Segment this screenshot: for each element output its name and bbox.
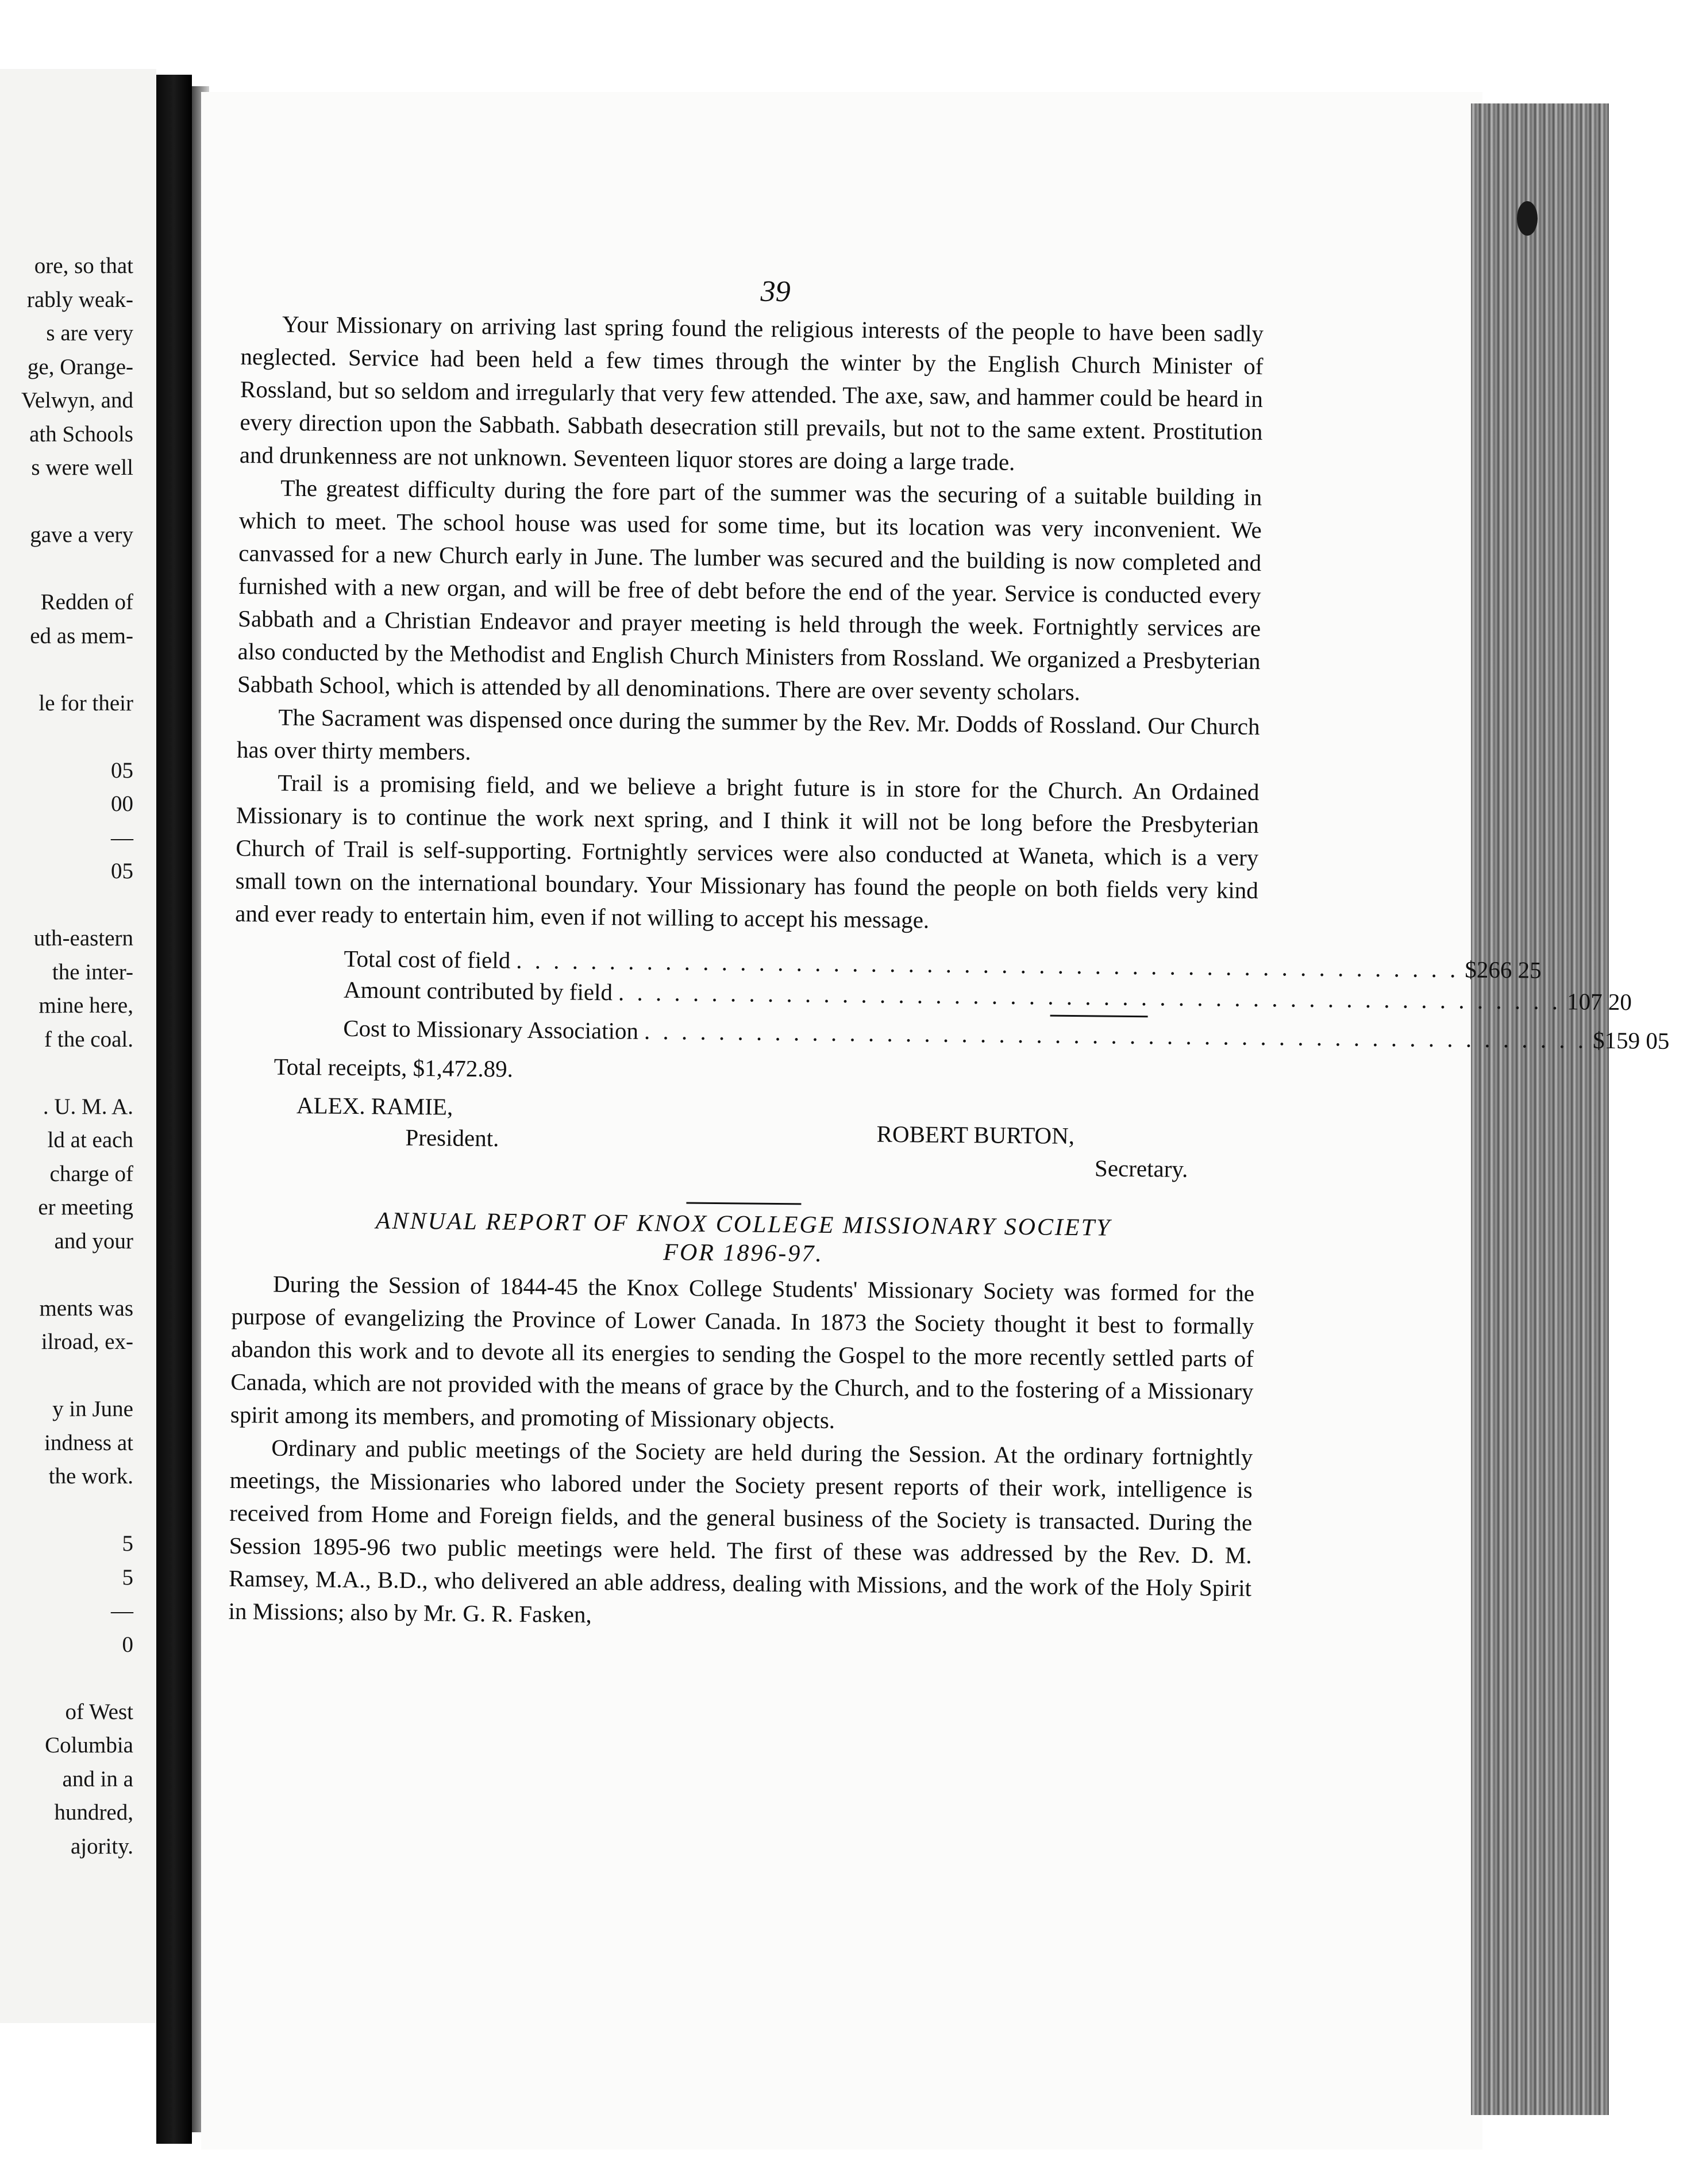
facing-page-line: 00 <box>111 791 133 816</box>
facing-page-line: ajority. <box>70 1833 133 1859</box>
facing-page-line: Velwyn, and <box>21 388 133 413</box>
facing-page-line: uth-eastern <box>33 926 133 951</box>
book-gutter <box>156 75 192 2144</box>
binding-mark <box>1517 201 1538 236</box>
facing-page-line: le for their <box>38 690 133 716</box>
facing-page-line: of West <box>65 1699 133 1724</box>
scan-top-margin <box>0 0 1687 17</box>
leader-dots: . . . . . . . . . . . . . . . . . . . . . . . . . . . . . . . . . . . . . . . . . . . . . . . . . . . <box>644 1017 1588 1053</box>
facing-page-line: ilroad, ex- <box>41 1329 133 1354</box>
accounts-table <box>343 943 1670 1054</box>
scan-right-margin <box>1609 0 1687 2184</box>
account-label: Cost to Missionary Association <box>343 1014 639 1044</box>
facing-page-line: Redden of <box>40 590 133 614</box>
facing-page-fragment <box>0 69 156 2023</box>
facing-page-line: ments was <box>39 1295 133 1321</box>
leader-dots: . . . . . . . . . . . . . . . . . . . . . . . . . . . . . . . . . . . . . . . . . . . . . . . . . . . <box>516 947 1459 983</box>
account-amount: $159 05 <box>1592 1026 1670 1054</box>
facing-page-line: charge of <box>49 1161 133 1186</box>
section-heading <box>232 1205 1255 1272</box>
paragraph: Trail is a promising field, and we believe a bright future is in store for the Church. An Ordained Missionary is to continue the work next spring, and I think it will not be long before the Presbyterian Church of Trail is self-supporting. Fortnightly services were also conducted at Waneta, which is a very small town on the international boundary. Your Missionary has found the people on both fields very kind and ever ready to entertain him, even if not willing to accept his message. <box>235 769 1260 933</box>
account-label: Amount contributed by field <box>343 976 613 1006</box>
paragraph: The greatest difficulty during the fore part of the summer was the securing of a suitable building in which to meet. The school house was used for some time, but its location was very inconvenient. We canvassed for a new Church early in June. The lumber was secured and the building is now completed and furnished with a new organ, and will be free of debt before the end of the year. Service is conducted every Sabbath and a Christian Endeavor and prayer meeting is held through the week. Fortnightly services are also conducted by the Methodist and English Church Ministers from Rossland. We organized a Presbyterian Sabbath School, which is attended by all denominations. There are over seventy scholars. <box>237 474 1262 706</box>
secretary-title: Secretary. <box>1094 1155 1188 1182</box>
paragraph: The Sacrament was dispensed once during the summer by the Rev. Mr. Dodds of Rossland. Our Church has over thirty members. <box>236 703 1260 765</box>
section-heading-line: ANNUAL REPORT OF KNOX COLLEGE MISSIONARY SOCIETY <box>375 1208 1112 1241</box>
facing-page-line: 5 <box>122 1531 133 1556</box>
section-divider <box>686 1202 801 1205</box>
total-receipts: Total receipts, $1,472.89. <box>274 1053 514 1082</box>
paragraph: During the Session of 1844-45 the Knox College Students' Missionary Society was formed for the purpose of evangelizing the Province of Lower Canada. In 1873 the Society thought it best to formally abandon this work and to devote all its energies to sending the Gospel to the more recently settled parts of Canada, which are not provided with the means of grace by the Church, and to the fostering of a Missionary spirit among its members, and promoting of Missionary objects. <box>230 1270 1255 1434</box>
paragraph: Your Missionary on arriving last spring found the religious interests of the people to have been sadly neglected. Service had been held a few times through the winter by the English Church Minister of Rossland, but so seldom and irregularly that very few attended. The axe, saw, and hammer could be heard in every direction upon the Sabbath. Sabbath desecration still prevails, but not to the same extent. Prostitution and drunkenness are not unknown. Seventeen liquor stores are doing a large trade. <box>239 310 1264 475</box>
facing-page-line: 05 <box>111 758 133 783</box>
signatures <box>233 1089 1257 1196</box>
facing-page-line: ld at each <box>47 1128 133 1152</box>
paragraph: Ordinary and public meetings of the Society are held during the Session. At the ordinary fortnightly meetings, the Missionaries who labored under the Society present reports of their work, intelligence is received from Home and Foreign fields, and the general business of the Society is transacted. During the Session 1895-96 two public meetings were held. The first of these was addressed by the Rev. D. M. Ramsey, M.A., B.D., who delivered an able address, dealing with Missions, and the work of the Holy Spirit in Missions; also by Mr. G. R. Fasken, <box>228 1434 1253 1628</box>
page-number: 39 <box>760 275 791 309</box>
facing-page-line: gave a very <box>30 522 133 547</box>
facing-page-line: ore, so that <box>34 253 133 278</box>
sum-rule <box>1050 1015 1148 1018</box>
section-heading-year: FOR 1896-97. <box>663 1239 824 1267</box>
facing-page-line: s are very <box>46 321 133 345</box>
facing-page-line: — <box>111 1598 133 1623</box>
facing-page-line: ed as mem- <box>30 623 133 648</box>
page-block-edge <box>1471 103 1609 2115</box>
account-row-cost <box>343 1012 1670 1054</box>
facing-page-line: 0 <box>122 1632 133 1657</box>
leader-dots: . . . . . . . . . . . . . . . . . . . . . . . . . . . . . . . . . . . . . . . . . . . . . . . . . . . <box>618 979 1562 1015</box>
facing-page-line: and your <box>54 1228 133 1254</box>
account-amount: $266 25 <box>1465 956 1542 983</box>
facing-page-line: s were well <box>31 455 133 480</box>
facing-page-line: f the coal. <box>44 1026 133 1052</box>
scan-bottom-margin <box>0 2150 1687 2184</box>
facing-page-line: the inter- <box>52 959 133 985</box>
facing-page-line: 5 <box>122 1564 133 1590</box>
trail-report <box>235 307 1264 940</box>
president-name: ALEX. RAMIE, <box>296 1091 453 1120</box>
facing-page-line: 05 <box>111 859 133 883</box>
facing-page-line: mine here, <box>38 993 133 1018</box>
facing-page-line: Columbia <box>45 1733 133 1758</box>
page-content <box>228 270 1670 1637</box>
facing-page-line: indness at <box>44 1430 133 1455</box>
facing-page-line: er meeting <box>38 1195 133 1220</box>
facing-page-line: ge, Orange- <box>27 354 133 379</box>
secretary-name: ROBERT BURTON, <box>876 1120 1075 1149</box>
facing-page-line: rably weak- <box>26 287 133 312</box>
facing-page-line: hundred, <box>54 1800 133 1825</box>
account-label: Total cost of field <box>344 945 511 974</box>
facing-page-line: and in a <box>62 1766 133 1791</box>
society-report <box>228 1267 1254 1637</box>
facing-page-line: ath Schools <box>29 421 133 447</box>
facing-page-line: — <box>111 825 133 850</box>
account-amount: 107 20 <box>1566 988 1632 1016</box>
president-title: President. <box>405 1124 499 1152</box>
facing-page-line: the work. <box>48 1464 133 1489</box>
facing-page-line: . U. M. A. <box>43 1094 133 1119</box>
facing-page-line: y in June <box>52 1397 133 1421</box>
